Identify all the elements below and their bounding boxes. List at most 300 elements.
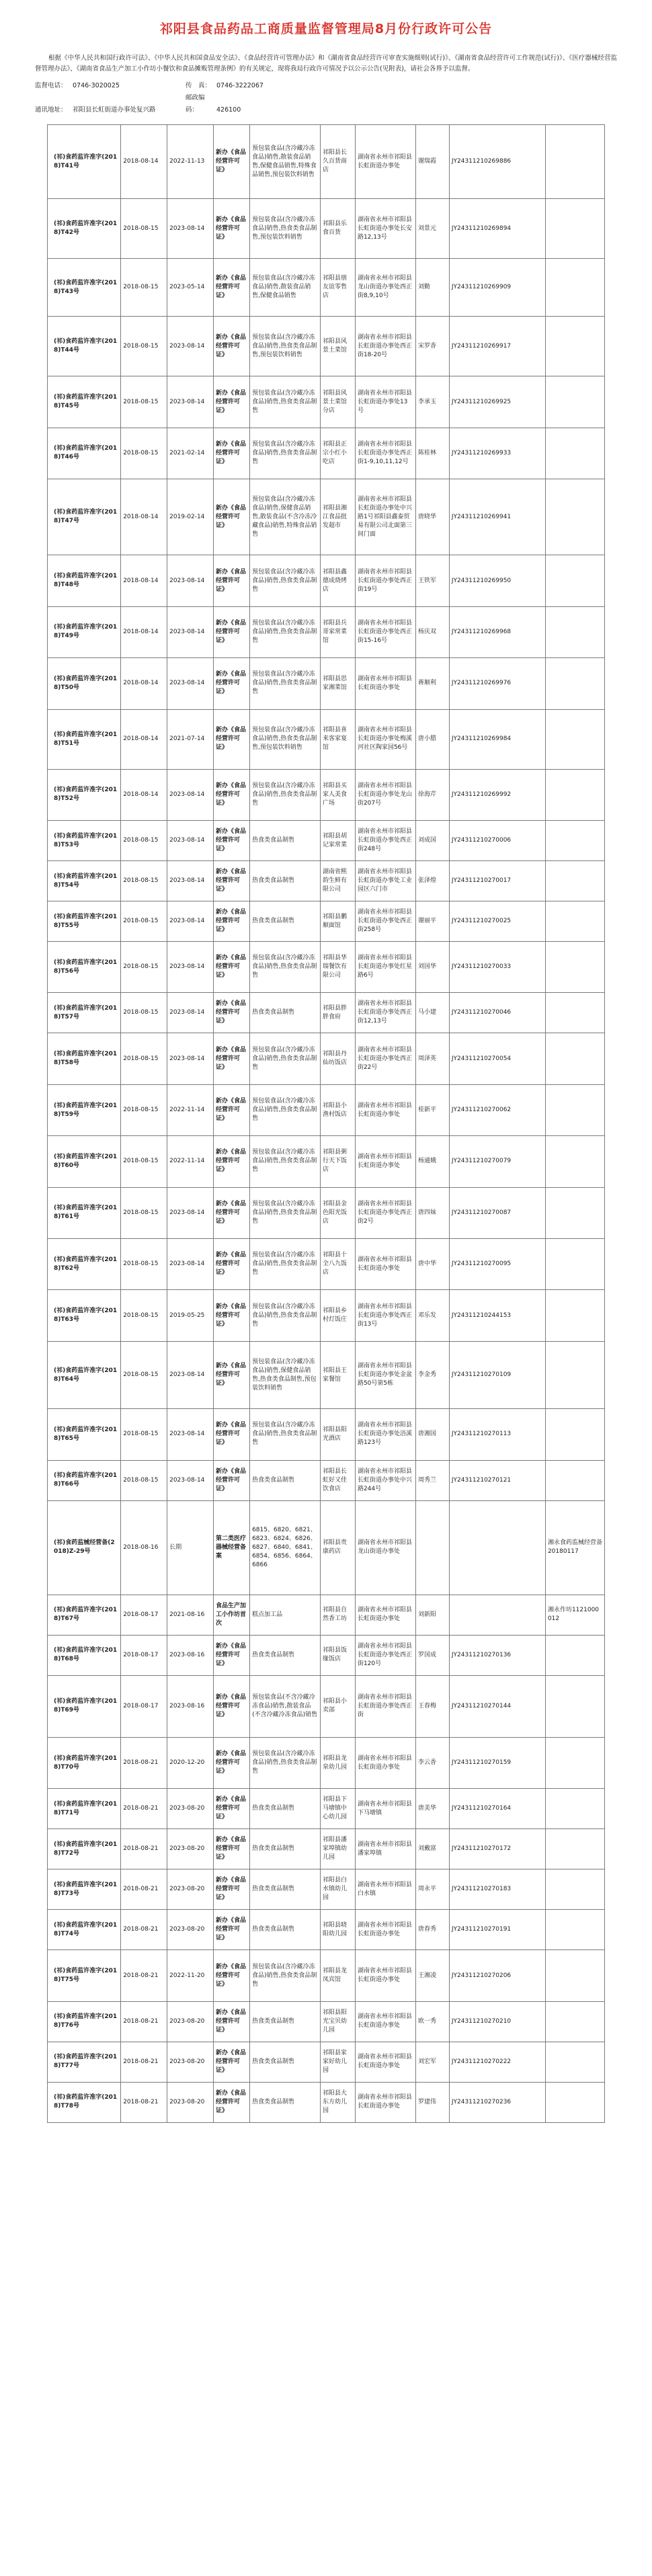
intro-paragraph: 根据《中华人民共和国行政许可法》、《中华人民共和国食品安全法》、《食品经营许可管理办法》和《湖南省食品经营许可审查实施细则(试行)》、《湖南省食品经营许可工作规范(试行)》、《医疗器械经营监督管理办法》、《湖南省食品生产加工小作坊小餐饮和食品摊贩管理条例》的有关规定，现将我局行政许可情况予以公示公告(见附表)，请社会各界予以监督。: [35, 54, 617, 73]
expiry-date-cell: 2019-02-14: [167, 479, 214, 555]
expiry-date-cell: 2023-08-20: [167, 2042, 214, 2082]
legal-person-cell: 唐美华: [416, 1789, 450, 1829]
permit-number-cell: (祁)食药监许准字(2018)T50号: [48, 658, 121, 709]
expiry-date-cell: 2020-12-20: [167, 1738, 214, 1789]
legal-person-cell: 刘国华: [416, 942, 450, 993]
license-number-cell: JY24311210269976: [449, 658, 545, 709]
business-scope-cell: 热食类食品制售: [250, 1869, 321, 1910]
table-row: [48, 1675, 605, 1737]
legal-person-cell: [416, 1500, 450, 1595]
business-scope-cell: 热食类食品制售: [250, 861, 321, 901]
expiry-date-cell: 2023-08-14: [167, 317, 214, 376]
legal-person-cell: 王湘凌: [416, 1950, 450, 2001]
business-name-cell: 祁阳县买家人美食广场: [321, 769, 356, 820]
expiry-date-cell: 2023-08-14: [167, 658, 214, 709]
table-row: [48, 199, 605, 259]
business-scope-cell: 热食类食品制售: [250, 1635, 321, 1675]
business-name-cell: 祁阳县思家湘菜馆: [321, 658, 356, 709]
table-row: [48, 1409, 605, 1460]
remark-cell: 湘永作坊1121000012: [545, 1595, 604, 1635]
issue-date-cell: 2018-08-21: [121, 1789, 167, 1829]
permit-type-cell: 新办《食品经营许可证》: [214, 901, 250, 942]
legal-person-cell: 周泽英: [416, 1033, 450, 1084]
expiry-date-cell: 2022-11-20: [167, 1950, 214, 2001]
remark-cell: [545, 942, 604, 993]
issue-date-cell: 2018-08-14: [121, 479, 167, 555]
table-row: [48, 1500, 605, 1595]
business-scope-cell: 热食类食品制售: [250, 1829, 321, 1869]
permit-type-cell: 新办《食品经营许可证》: [214, 1033, 250, 1084]
expiry-date-cell: 2023-05-14: [167, 259, 214, 317]
issue-date-cell: 2018-08-21: [121, 1869, 167, 1910]
license-number-cell: JY24311210270079: [449, 1136, 545, 1187]
business-address-cell: 湖南省永州市祁阳县长虹街道办事处: [355, 1136, 415, 1187]
business-scope-cell: 热食类食品制售: [250, 901, 321, 942]
permit-type-cell: 新办《食品经营许可证》: [214, 709, 250, 769]
business-address-cell: 湖南省永州市祁阳县长虹街道办事处: [355, 2001, 415, 2042]
issue-date-cell: 2018-08-15: [121, 376, 167, 428]
remark-cell: [545, 2001, 604, 2042]
issue-date-cell: 2018-08-15: [121, 1341, 167, 1408]
permit-number-cell: (祁)食药监许准字(2018)T43号: [48, 259, 121, 317]
business-name-cell: 祁阳县金色阳光饭店: [321, 1187, 356, 1238]
table-row: [48, 709, 605, 769]
permit-type-cell: 新办《食品经营许可证》: [214, 479, 250, 555]
permit-number-cell: (祁)食药监许准字(2018)T63号: [48, 1290, 121, 1341]
license-number-cell: JY24311210269968: [449, 606, 545, 657]
expiry-date-cell: 2023-08-20: [167, 2082, 214, 2122]
business-name-cell: 祁阳县粥行天下饭店: [321, 1136, 356, 1187]
permit-number-cell: (祁)食药监许准字(2018)T78号: [48, 2082, 121, 2122]
issue-date-cell: 2018-08-15: [121, 901, 167, 942]
license-number-cell: [449, 1500, 545, 1595]
business-scope-cell: 6815、6820、6821、6823、6824、6826、6827、6840、6841、6854、6856、6864、6866: [250, 1500, 321, 1595]
business-scope-cell: 热食类食品制售: [250, 821, 321, 861]
issue-date-cell: 2018-08-21: [121, 1910, 167, 1950]
business-scope-cell: 预包装食品(含冷藏冷冻食品)销售,散装食品销售,保健食品销售: [250, 259, 321, 317]
issue-date-cell: 2018-08-15: [121, 1033, 167, 1084]
permit-type-cell: 新办《食品经营许可证》: [214, 125, 250, 199]
table-row: [48, 1635, 605, 1675]
issue-date-cell: 2018-08-15: [121, 942, 167, 993]
business-scope-cell: 预包装食品(含冷藏冷冻食品)销售,热食类食品制售,预包装饮料销售: [250, 199, 321, 259]
business-name-cell: 祁阳县乐食百货: [321, 199, 356, 259]
business-name-cell: 祁阳县长久百货商店: [321, 125, 356, 199]
permit-type-cell: 新办《食品经营许可证》: [214, 376, 250, 428]
remark-cell: [545, 1675, 604, 1737]
permit-type-cell: 新办《食品经营许可证》: [214, 1789, 250, 1829]
legal-person-cell: 徐海芹: [416, 769, 450, 820]
issue-date-cell: 2018-08-14: [121, 769, 167, 820]
permit-table: [47, 124, 605, 2123]
business-scope-cell: 热食类食品制售: [250, 1789, 321, 1829]
legal-person-cell: 王铁军: [416, 555, 450, 606]
permit-number-cell: (祁)食药监许准字(2018)T45号: [48, 376, 121, 428]
business-name-cell: 祁阳县风景土菜馆分店: [321, 376, 356, 428]
business-name-cell: 祁阳县白水镇幼儿园: [321, 1869, 356, 1910]
license-number-cell: JY24311210244153: [449, 1290, 545, 1341]
license-number-cell: JY24311210270121: [449, 1460, 545, 1500]
legal-person-cell: 刘勤: [416, 259, 450, 317]
table-row: [48, 1869, 605, 1910]
permit-number-cell: (祁)食药监许准字(2018)T76号: [48, 2001, 121, 2042]
license-number-cell: JY24311210270172: [449, 1829, 545, 1869]
phone-label: 监督电话：: [35, 82, 67, 89]
business-name-cell: 祁阳县鑫德成烧烤店: [321, 555, 356, 606]
legal-person-cell: 唐中华: [416, 1239, 450, 1290]
legal-person-cell: 杨庆双: [416, 606, 450, 657]
business-address-cell: 湖南省永州市祁阳县长虹街道办事处: [355, 2042, 415, 2082]
table-row: [48, 2042, 605, 2082]
table-row: [48, 769, 605, 820]
business-address-cell: 湖南省永州市祁阳县潘家埠镇: [355, 1829, 415, 1869]
legal-person-cell: 王春梅: [416, 1675, 450, 1737]
permit-type-cell: 新办《食品经营许可证》: [214, 942, 250, 993]
license-number-cell: JY24311210269917: [449, 317, 545, 376]
business-scope-cell: 热食类食品制售: [250, 2042, 321, 2082]
expiry-date-cell: 2023-08-14: [167, 1341, 214, 1408]
business-address-cell: 湖南省永州市祁阳县长虹街道办事处西正街22号: [355, 1033, 415, 1084]
business-address-cell: 湖南省永州市祁阳县下马塘镇: [355, 1789, 415, 1829]
business-address-cell: 湖南省永州市祁阳县长虹街道办事处西正街248号: [355, 821, 415, 861]
expiry-date-cell: 2023-08-14: [167, 376, 214, 428]
legal-person-cell: 周永平: [416, 1869, 450, 1910]
table-row: [48, 1341, 605, 1408]
business-name-cell: 祁阳县晓阳幼儿园: [321, 1910, 356, 1950]
business-address-cell: 湖南省永州市祁阳县长虹街道办事处西正街120号: [355, 1635, 415, 1675]
remark-cell: [545, 2082, 604, 2122]
business-name-cell: 祁阳县胖胖食府: [321, 993, 356, 1033]
issue-date-cell: 2018-08-14: [121, 555, 167, 606]
business-scope-cell: 预包装食品(含冷藏冷冻食品)销售,热食类食品制售: [250, 1136, 321, 1187]
business-address-cell: 湖南省永州市祁阳县长虹街道办事处西正街2号: [355, 1187, 415, 1238]
permit-type-cell: 新办《食品经营许可证》: [214, 555, 250, 606]
remark-cell: [545, 1033, 604, 1084]
license-number-cell: JY24311210270025: [449, 901, 545, 942]
expiry-date-cell: 2021-07-14: [167, 709, 214, 769]
legal-person-cell: 罗建伟: [416, 2082, 450, 2122]
expiry-date-cell: 2023-08-20: [167, 2001, 214, 2042]
permit-type-cell: 新办《食品经营许可证》: [214, 1239, 250, 1290]
expiry-date-cell: 2019-05-25: [167, 1290, 214, 1341]
license-number-cell: JY24311210269909: [449, 259, 545, 317]
license-number-cell: JY24311210269992: [449, 769, 545, 820]
permit-type-cell: 新办《食品经营许可证》: [214, 199, 250, 259]
expiry-date-cell: 2023-08-20: [167, 1869, 214, 1910]
business-scope-cell: 预包装食品(不含冷藏冷冻食品)销售,散装食品(不含冷藏冷冻食品)销售: [250, 1675, 321, 1737]
business-scope-cell: 糕点加工品: [250, 1595, 321, 1635]
license-number-cell: JY24311210270033: [449, 942, 545, 993]
remark-cell: [545, 125, 604, 199]
permit-type-cell: 新办《食品经营许可证》: [214, 658, 250, 709]
issue-date-cell: 2018-08-14: [121, 658, 167, 709]
license-number-cell: JY24311210270159: [449, 1738, 545, 1789]
permit-type-cell: 新办《食品经营许可证》: [214, 1829, 250, 1869]
legal-person-cell: 唐晓华: [416, 479, 450, 555]
business-address-cell: 湖南省永州市祁阳县长虹街道办事处西正街13号: [355, 1290, 415, 1341]
business-address-cell: 湖南省永州市祁阳县长虹街道办事处: [355, 1084, 415, 1135]
permit-type-cell: 新办《食品经营许可证》: [214, 861, 250, 901]
permit-number-cell: (祁)食药监许准字(2018)T66号: [48, 1460, 121, 1500]
legal-person-cell: 唐四妹: [416, 1187, 450, 1238]
legal-person-cell: 周秀兰: [416, 1460, 450, 1500]
permit-number-cell: (祁)食药监许准字(2018)T60号: [48, 1136, 121, 1187]
issue-date-cell: 2018-08-15: [121, 821, 167, 861]
issue-date-cell: 2018-08-21: [121, 1829, 167, 1869]
remark-cell: [545, 1290, 604, 1341]
license-number-cell: JY24311210270095: [449, 1239, 545, 1290]
business-address-cell: 湖南省永州市祁阳县长虹街道办事处西正街12,13号: [355, 993, 415, 1033]
remark-cell: [545, 1187, 604, 1238]
permit-number-cell: (祁)食药监许准字(2018)T61号: [48, 1187, 121, 1238]
business-scope-cell: 预包装食品(含冷藏冷冻食品)销售,热食类食品制售: [250, 1950, 321, 2001]
business-name-cell: 祁阳县贵康药店: [321, 1500, 356, 1595]
permit-number-cell: (祁)食药监许准字(2018)T56号: [48, 942, 121, 993]
permit-number-cell: (祁)食药监许准字(2018)T68号: [48, 1635, 121, 1675]
table-row: [48, 479, 605, 555]
license-number-cell: [449, 1595, 545, 1635]
permit-type-cell: 新办《食品经营许可证》: [214, 1409, 250, 1460]
business-scope-cell: 预包装食品(含冷藏冷冻食品)销售,热食类食品制售: [250, 1409, 321, 1460]
business-address-cell: 湖南省永州市祁阳县长虹街道办事处: [355, 1595, 415, 1635]
license-number-cell: JY24311210270164: [449, 1789, 545, 1829]
remark-cell: [545, 993, 604, 1033]
legal-person-cell: 张泽煌: [416, 861, 450, 901]
permit-number-cell: (祁)食药监许准字(2018)T69号: [48, 1675, 121, 1737]
license-number-cell: JY24311210270136: [449, 1635, 545, 1675]
legal-person-cell: 罗国成: [416, 1635, 450, 1675]
permit-type-cell: 新办《食品经营许可证》: [214, 1084, 250, 1135]
business-scope-cell: 预包装食品(含冷藏冷冻食品)销售,散装食品销售,保健食品销售,特殊食品销售,预包装饮料销售: [250, 125, 321, 199]
business-address-cell: 湖南省永州市祁阳县白水镇: [355, 1869, 415, 1910]
remark-cell: [545, 1950, 604, 2001]
expiry-date-cell: 2022-11-14: [167, 1136, 214, 1187]
legal-person-cell: 刘戴富: [416, 1829, 450, 1869]
license-number-cell: JY24311210269894: [449, 199, 545, 259]
business-name-cell: 祁阳县龙凤宾馆: [321, 1950, 356, 2001]
legal-person-cell: 杨通娥: [416, 1136, 450, 1187]
permit-type-cell: 新办《食品经营许可证》: [214, 1460, 250, 1500]
expiry-date-cell: 2023-08-14: [167, 1033, 214, 1084]
legal-person-cell: 马小建: [416, 993, 450, 1033]
expiry-date-cell: 2023-08-14: [167, 942, 214, 993]
table-row: [48, 376, 605, 428]
business-address-cell: 湖南省永州市祁阳县长虹街道办事处工业园区六门市: [355, 861, 415, 901]
business-name-cell: 祁阳县风景土菜馆: [321, 317, 356, 376]
permit-type-cell: 新办《食品经营许可证》: [214, 259, 250, 317]
business-scope-cell: 热食类食品制售: [250, 1460, 321, 1500]
permit-number-cell: (祁)食药监许准字(2018)T73号: [48, 1869, 121, 1910]
permit-number-cell: (祁)食药监械经营备(2018)Z-29号: [48, 1500, 121, 1595]
business-name-cell: 祁阳县胡记家常菜: [321, 821, 356, 861]
legal-person-cell: 刘宏军: [416, 2042, 450, 2082]
issue-date-cell: 2018-08-15: [121, 259, 167, 317]
contact-block: [0, 80, 652, 116]
legal-person-cell: 唐春秀: [416, 1910, 450, 1950]
business-name-cell: 祁阳县潘家埠镇幼儿园: [321, 1829, 356, 1869]
expiry-date-cell: 2022-11-14: [167, 1084, 214, 1135]
remark-cell: [545, 821, 604, 861]
permit-type-cell: 新办《食品经营许可证》: [214, 1635, 250, 1675]
business-address-cell: 湖南省永州市祁阳县长虹街道办事处西正街: [355, 1675, 415, 1737]
business-address-cell: 湖南省永州市祁阳县长虹街道办事处: [355, 1239, 415, 1290]
permit-type-cell: 新办《食品经营许可证》: [214, 606, 250, 657]
legal-person-cell: 邓乐发: [416, 1290, 450, 1341]
issue-date-cell: 2018-08-21: [121, 2082, 167, 2122]
table-row: [48, 428, 605, 479]
permit-number-cell: (祁)食药监许准字(2018)T49号: [48, 606, 121, 657]
license-number-cell: JY24311210269941: [449, 479, 545, 555]
legal-person-cell: 唐湘国: [416, 1409, 450, 1460]
permit-table-body: [48, 125, 605, 2123]
business-address-cell: 湖南省永州市祁阳县长虹街道办事处: [355, 1950, 415, 2001]
license-number-cell: JY24311210270046: [449, 993, 545, 1033]
business-address-cell: 湖南省永州市祁阳县长虹街道办事处长安路12,13号: [355, 199, 415, 259]
permit-number-cell: (祁)食药监许准字(2018)T53号: [48, 821, 121, 861]
permit-number-cell: (祁)食药监许准字(2018)T72号: [48, 1829, 121, 1869]
legal-person-cell: 宋罗香: [416, 317, 450, 376]
business-scope-cell: 预包装食品(含冷藏冷冻食品)销售,热食类食品制售: [250, 606, 321, 657]
business-name-cell: 祁阳县王家餐馆: [321, 1341, 356, 1408]
business-address-cell: 湖南省永州市祁阳县长虹街道办事处红星路6号: [355, 942, 415, 993]
permit-number-cell: (祁)食药监许准字(2018)T71号: [48, 1789, 121, 1829]
issue-date-cell: 2018-08-14: [121, 606, 167, 657]
remark-cell: [545, 317, 604, 376]
table-row: [48, 1290, 605, 1341]
expiry-date-cell: 2023-08-14: [167, 861, 214, 901]
license-number-cell: JY24311210270109: [449, 1341, 545, 1408]
issue-date-cell: 2018-08-21: [121, 2042, 167, 2082]
permit-type-cell: 新办《食品经营许可证》: [214, 428, 250, 479]
remark-cell: [545, 606, 604, 657]
issue-date-cell: 2018-08-15: [121, 199, 167, 259]
remark-cell: [545, 658, 604, 709]
expiry-date-cell: 2021-08-16: [167, 1595, 214, 1635]
permit-type-cell: 新办《食品经营许可证》: [214, 2082, 250, 2122]
issue-date-cell: 2018-08-16: [121, 1500, 167, 1595]
business-scope-cell: 预包装食品(含冷藏冷冻食品)销售,热食类食品制售: [250, 658, 321, 709]
expiry-date-cell: 2023-08-14: [167, 1187, 214, 1238]
issue-date-cell: 2018-08-15: [121, 428, 167, 479]
permit-number-cell: (祁)食药监许准字(2018)T47号: [48, 479, 121, 555]
remark-cell: [545, 1136, 604, 1187]
business-address-cell: 湖南省永州市祁阳县长虹街道办事处: [355, 2082, 415, 2122]
remark-cell: [545, 1084, 604, 1135]
business-address-cell: 湖南省永州市祁阳县长虹街道办事处: [355, 125, 415, 199]
permit-number-cell: (祁)食药监许准字(2018)T59号: [48, 1084, 121, 1135]
permit-number-cell: (祁)食药监许准字(2018)T51号: [48, 709, 121, 769]
business-scope-cell: 热食类食品制售: [250, 2082, 321, 2122]
fax-value: 0746-3222067: [216, 82, 263, 89]
business-scope-cell: 预包装食品(含冷藏冷冻食品)销售,热食类食品制售: [250, 1187, 321, 1238]
issue-date-cell: 2018-08-17: [121, 1635, 167, 1675]
issue-date-cell: 2018-08-21: [121, 2001, 167, 2042]
table-row: [48, 1084, 605, 1135]
legal-person-cell: 欧一秀: [416, 2001, 450, 2042]
permit-number-cell: (祁)食药监许准字(2018)T64号: [48, 1341, 121, 1408]
table-row: [48, 1595, 605, 1635]
business-name-cell: 祁阳县大东方幼儿园: [321, 2082, 356, 2122]
table-row: [48, 1033, 605, 1084]
remark-cell: [545, 1409, 604, 1460]
permit-type-cell: 新办《食品经营许可证》: [214, 1910, 250, 1950]
permit-number-cell: (祁)食药监许准字(2018)T58号: [48, 1033, 121, 1084]
table-row: [48, 1738, 605, 1789]
expiry-date-cell: 2022-11-13: [167, 125, 214, 199]
table-row: [48, 125, 605, 199]
legal-person-cell: 刘成国: [416, 821, 450, 861]
address-value: 祁阳县长虹街道办事处复兴路: [73, 106, 156, 114]
expiry-date-cell: 2023-08-14: [167, 993, 214, 1033]
permit-number-cell: (祁)食药监许准字(2018)T57号: [48, 993, 121, 1033]
legal-person-cell: 谢瑞霞: [416, 125, 450, 199]
table-row: [48, 901, 605, 942]
legal-person-cell: 唐小腊: [416, 709, 450, 769]
business-address-cell: 湖南省永州市祁阳县长虹街道办事处金盆路50号第5栋: [355, 1341, 415, 1408]
issue-date-cell: 2018-08-15: [121, 1136, 167, 1187]
business-address-cell: 湖南省永州市祁阳县龙山街道办事处西正街8,9,10号: [355, 259, 415, 317]
business-name-cell: 祁阳县丹仙坊饭店: [321, 1033, 356, 1084]
license-number-cell: JY24311210270006: [449, 821, 545, 861]
business-address-cell: 湖南省永州市祁阳县长虹街道办事处西正街18-20号: [355, 317, 415, 376]
expiry-date-cell: 长期: [167, 1500, 214, 1595]
business-name-cell: 祁阳县家家好幼儿园: [321, 2042, 356, 2082]
legal-person-cell: 李云香: [416, 1738, 450, 1789]
permit-type-cell: 新办《食品经营许可证》: [214, 769, 250, 820]
remark-cell: [545, 709, 604, 769]
table-row: [48, 1829, 605, 1869]
legal-person-cell: 谢丽平: [416, 901, 450, 942]
license-number-cell: JY24311210270183: [449, 1869, 545, 1910]
expiry-date-cell: 2023-08-20: [167, 1829, 214, 1869]
business-scope-cell: 预包装食品(含冷藏冷冻食品)销售,热食类食品制售: [250, 769, 321, 820]
remark-cell: [545, 1635, 604, 1675]
business-name-cell: 祁阳县饭缘饭店: [321, 1635, 356, 1675]
expiry-date-cell: 2023-08-14: [167, 901, 214, 942]
issue-date-cell: 2018-08-15: [121, 1239, 167, 1290]
table-row: [48, 861, 605, 901]
expiry-date-cell: 2023-08-14: [167, 769, 214, 820]
zip-value: 426100: [216, 106, 241, 114]
business-name-cell: 湖南省熙韵生鲜有限公司: [321, 861, 356, 901]
business-scope-cell: 预包装食品(含冷藏冷冻食品)销售,热食类食品制售: [250, 1084, 321, 1135]
permit-type-cell: 食品生产加工小作坊首次: [214, 1595, 250, 1635]
permit-number-cell: (祁)食药监许准字(2018)T74号: [48, 1910, 121, 1950]
table-row: [48, 1910, 605, 1950]
business-scope-cell: 预包装食品(含冷藏冷冻食品)销售,热食类食品制售: [250, 555, 321, 606]
legal-person-cell: 蒋顺利: [416, 658, 450, 709]
business-scope-cell: 预包装食品(含冷藏冷冻食品)销售,热食类食品制售,预包装饮料销售: [250, 317, 321, 376]
legal-person-cell: 陈桂林: [416, 428, 450, 479]
remark-cell: [545, 1869, 604, 1910]
expiry-date-cell: 2023-08-16: [167, 1675, 214, 1737]
business-address-cell: 湖南省永州市祁阳县长虹街道办事处西正街1-9,10,11,12号: [355, 428, 415, 479]
business-name-cell: 祁阳县阳光酒店: [321, 1409, 356, 1460]
expiry-date-cell: 2021-02-14: [167, 428, 214, 479]
expiry-date-cell: 2023-08-20: [167, 1789, 214, 1829]
business-scope-cell: 预包装食品(含冷藏冷冻食品)销售,保健食品销售,散装食品(不含冷冻冷藏食品)销售,特殊食品销售: [250, 479, 321, 555]
business-address-cell: 湖南省永州市祁阳县长虹街道办事处: [355, 658, 415, 709]
remark-cell: [545, 555, 604, 606]
business-scope-cell: 热食类食品制售: [250, 1910, 321, 1950]
issue-date-cell: 2018-08-15: [121, 993, 167, 1033]
table-row: [48, 606, 605, 657]
expiry-date-cell: 2023-08-14: [167, 1460, 214, 1500]
table-row: [48, 942, 605, 993]
license-number-cell: JY24311210270191: [449, 1910, 545, 1950]
business-scope-cell: 预包装食品(含冷藏冷冻食品)销售,热食类食品制售,预包装饮料销售: [250, 709, 321, 769]
contact-line-1: [35, 80, 617, 92]
